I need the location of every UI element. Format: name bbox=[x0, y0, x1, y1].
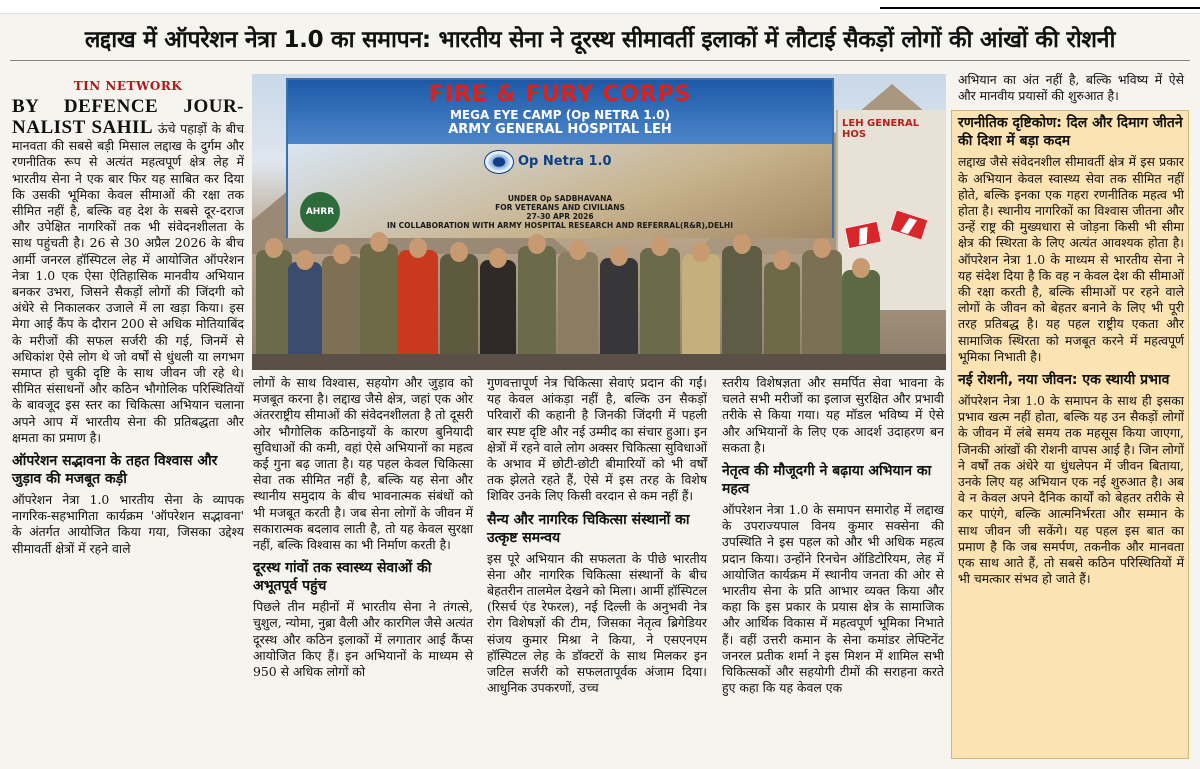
group-of-people bbox=[252, 224, 946, 370]
column-5-subheading-2: नई रोशनी, नया जीवन: एक स्थायी प्रभाव bbox=[958, 372, 1170, 389]
eye-logo-icon bbox=[484, 150, 514, 174]
column-5-top: अभियान का अंत नहीं है, बल्कि भविष्य में ऐसे और मानवीय प्रयासों की शुरुआत है। bbox=[958, 72, 1184, 104]
column-3-paragraph-2: इस पूरे अभियान की सफलता के पीछे भारतीय सेना और नागरिक चिकित्सा संस्थानों के बीच बेहतरीन तालमेल देखने को मिला। आर्मी हॉस्पिटल (रिसर्च एंड रेफरल), नई दिल्ली के अनुभवी नेत्र रोग विशेषज्ञों की टीम, जिसका नेतृत्व ब्रिगेडियर संजय कुमार मिश्रा ने किया, ने एसएनएम हॉस्पिटल लेह के डॉक्टरों के साथ मिलकर इन जटिल सर्जरी को सफलतापूर्वक अंजाम दिया। आधुनिक उपकरणों, उच्च bbox=[487, 550, 708, 696]
column-1 bbox=[12, 78, 244, 557]
column-5 bbox=[958, 72, 1184, 587]
byline: BY DEFENCE JOUR-NALIST SAHIL bbox=[12, 96, 244, 139]
column-4 bbox=[722, 375, 944, 696]
column-1-subheading: ऑपरेशन सद्भावना के तहत विश्वास और जुड़ाव की मजबूत कड़ी bbox=[12, 453, 218, 488]
column-5-paragraph-2: ऑपरेशन नेत्रा 1.0 के समापन के साथ ही इसका प्रभाव खत्म नहीं होता, बल्कि यह उन सैकड़ों लोगों के जीवन में लंबे समय तक महसूस किया जाएगा, जिनकी आंखों की रोशनी वापस आई है। जिन लोगों ने वर्षों तक अंधेरे या धुंधलेपन में जीवन बिताया, उनके लिए यह अभियान एक नई शुरुआत है। अब वे न केवल अपने दैनिक कार्यों को बेहतर तरीके से कर पाएंगे, बल्कि आत्मनिर्भरता और सम्मान के साथ जीवन जी सकेंगे। यह पहल इस बात का प्रमाण है कि जब समर्पण, तकनीक और मानवता एक साथ आते हैं, तो सबसे कठिन परिस्थितियों में भी चमत्कार संभव हो जाते हैं। bbox=[958, 393, 1184, 587]
column-2-subheading: दूरस्थ गांवों तक स्वास्थ्य सेवाओं की अभूतपूर्व पहुंच bbox=[253, 560, 432, 595]
banner-subtitle: MEGA EYE CAMP (Op NETRA 1.0) bbox=[449, 108, 671, 122]
top-rule bbox=[880, 7, 1200, 9]
column-1-paragraph-2: ऑपरेशन नेत्रा 1.0 भारतीय सेना के व्यापक नागरिक-सहभागिता कार्यक्रम 'ऑपरेशन सद्भावना' के अंतर्गत आयोजित किया गया, जिसका उद्देश्य सीमावर्ती क्षेत्रों में रहने वाले bbox=[12, 492, 244, 556]
column-5-subheading-1: रणनीतिक दृष्टिकोण: दिल और दिमाग जीतने की दिशा में बड़ा कदम bbox=[958, 115, 1183, 150]
ahrr-logo: AHRR bbox=[300, 192, 340, 232]
column-3 bbox=[487, 375, 707, 696]
column-2-paragraph-1: लोगों के साथ विश्वास, सहयोग और जुड़ाव को मजबूत करना है। लद्दाख जैसे क्षेत्र, जहां एक ओर अंतरराष्ट्रीय सीमाओं की संवेदनशीलता है तो दूसरी ओर भौगोलिक कठिनाइयों के कारण बुनियादी सुविधाओं की कमी, वहां ऐसे अभियानों का महत्व कई गुना बढ़ जाता है। यह पहल केवल चिकित्सा सेवा तक सीमित नहीं है, बल्कि यह सेना और स्थानीय समुदाय के बीच भावनात्मक संबंधों को भी मजबूत करती है। जब सेना लोगों के जीवन में सकारात्मक बदलाव लाती है, तो यह केवल सुरक्षा नहीं, बल्कि विश्वास का भी निर्माण करती है। bbox=[253, 375, 473, 553]
banner-details: UNDER Op SADBHAVANA FOR VETERANS AND CIVILIANS 27-30 APR 2026 IN COLLABORATION WITH ARMY HOSPITAL RESEARCH AND REFERRAL(R&R),DELHI bbox=[387, 194, 733, 230]
column-2-paragraph-2: पिछले तीन महीनों में भारतीय सेना ने तंगत्से, चुशुल, न्योमा, नुब्रा वैली और कारगिल जैसे अत्यंत दूरस्थ और कठिन इलाकों में लगातार आई कैंप्स आयोजित किए हैं। इन अभियानों के माध्यम से 950 से अधिक लोगों को bbox=[253, 599, 473, 680]
banner-op-name: Op Netra 1.0 bbox=[518, 154, 612, 169]
column-4-subheading: नेतृत्व की मौजूदगी ने बढ़ाया अभियान का महत्व bbox=[722, 463, 932, 498]
headline-divider bbox=[10, 60, 1190, 61]
news-network-label: TIN NETWORK bbox=[73, 79, 183, 93]
column-3-subheading: सैन्य और नागरिक चिकित्सा संस्थानों का उत्कृष्ट समन्वय bbox=[487, 511, 690, 546]
column-2 bbox=[253, 375, 473, 680]
column-1-paragraph-1: ऊंचे पहाड़ों के बीच मानवता की सबसे बड़ी मिसाल लद्दाख के दुर्गम और रणनीतिक रूप से अत्यंत महत्वपूर्ण क्षेत्र लेह में भारतीय सेना ने एक बार फिर यह साबित कर दिया कि उसकी भूमिका केवल सीमाओं की रक्षा तक सीमित नहीं है, बल्कि वह देश के सबसे दूर-दराज और उपेक्षित नागरिकों तक भी संवेदनशीलता के साथ पहुंचती है। 26 से 30 अप्रैल 2026 के बीच आर्मी जनरल हॉस्पिटल लेह में आयोजित ऑपरेशन नेत्रा 1.0 एक ऐसा ऐतिहासिक मानवीय अभियान बनकर उभरा, जिसने सैकड़ों लोगों की जिंदगी को अंधेरे से निकालकर उजाले में ला खड़ा किया। इस मेगा आई कैंप के दौरान 200 से अधिक मोतियाबिंद के मरीजों की सफल सर्जरी की गई, जिनमें से अधिकांश ऐसे लोग थे जो वर्षों से धुंधली या लगभग समाप्त हो चुकी दृष्टि के साथ जीवन जी रहे थे। सीमित संसाधनों और कठिन भौगोलिक परिस्थितियों के बावजूद इस स्तर का चिकित्सा अभियान चलाना अपने आप में भारतीय सेना की प्रतिबद्धता और क्षमता का प्रमाण है। bbox=[12, 121, 244, 445]
column-4-paragraph-1: स्तरीय विशेषज्ञता और समर्पित सेवा भावना के चलते सभी मरीजों का इलाज सुरक्षित और प्रभावी तरीके से किया गया। यह मॉडल भविष्य में ऐसे और अभियानों के लिए एक आदर्श उदाहरण बन सकता है। bbox=[722, 375, 944, 455]
page-headline: लद्दाख में ऑपरेशन नेत्रा 1.0 का समापन: भारतीय सेना ने दूरस्थ सीमावर्ती इलाकों में लौटाई सैकड़ों लोगों की आंखों की रोशनी bbox=[84, 27, 1116, 53]
column-4-paragraph-2: ऑपरेशन नेत्रा 1.0 के समापन समारोह में लद्दाख के उपराज्यपाल विनय कुमार सक्सेना की उपस्थिति ने इस पहल को और भी अधिक महत्व प्रदान किया। उन्होंने रिनचेन ऑडिटोरियम, लेह में आयोजित कार्यक्रम में स्थानीय जनता की ओर से भारतीय सेना के प्रति आभार व्यक्त किया और कहा कि इस प्रकार के प्रयास क्षेत्र के सामाजिक और आर्थिक विकास में महत्वपूर्ण भूमिका निभाते हैं। वहीं उत्तरी कमान के सेना कमांडर लेफ्टिनेंट जनरल प्रतीक शर्मा ने इस मिशन में शामिल सभी चिकित्सकों और सहयोगी टीमों की सराहना करते हुए कहा कि यह केवल एक bbox=[722, 502, 944, 696]
event-photo bbox=[252, 74, 946, 370]
column-3-paragraph-1: गुणवत्तापूर्ण नेत्र चिकित्सा सेवाएं प्रदान की गईं। यह केवल आंकड़ा नहीं है, बल्कि उन सैकड़ों परिवारों की कहानी है जिनकी जिंदगी में पहली बार स्पष्ट दृष्टि और नई उम्मीद का संचार हुआ। इन क्षेत्रों में रहने वाले लोग अक्सर चिकित्सा सुविधाओं के अभाव में छोटी-छोटी बीमारियों को भी वर्षों तक झेलते रहते हैं, ऐसे में इस तरह के विशेष शिविर उनके लिए किसी वरदान से कम नहीं हैं। bbox=[487, 375, 708, 504]
camp-banner bbox=[286, 78, 834, 238]
banner-title: FIRE & FURY CORPS bbox=[428, 82, 692, 107]
column-5-paragraph-1: लद्दाख जैसे संवेदनशील सीमावर्ती क्षेत्र में इस प्रकार के अभियान केवल स्वास्थ्य सेवा तक सीमित नहीं होते, बल्कि इनका एक गहरा रणनीतिक महत्व भी होता है। स्थानीय नागरिकों का विश्वास जीतना और उन्हें राष्ट्र की मुख्यधारा से जोड़ना किसी भी सीमा क्षेत्र की स्थिरता के लिए अत्यंत आवश्यक होता है। ऑपरेशन नेत्रा 1.0 के माध्यम से भारतीय सेना ने यह संदेश दिया है कि वह न केवल देश की सीमाओं की रक्षा करती है, बल्कि सीमाओं पर रहने वाले लोगों के जीवन को बेहतर बनाने के लिए भी पूरी तरह प्रतिबद्ध है। यह पहल राष्ट्रीय एकता और सामाजिक स्थिरता को मजबूत करने में महत्वपूर्ण भूमिका निभाती है। bbox=[958, 154, 1184, 364]
side-banner-text: LEH GENERAL HOS bbox=[842, 118, 920, 140]
column-1-lead bbox=[12, 96, 244, 446]
banner-hospital: ARMY GENERAL HOSPITAL LEH bbox=[448, 122, 672, 137]
top-strip bbox=[0, 0, 1200, 14]
